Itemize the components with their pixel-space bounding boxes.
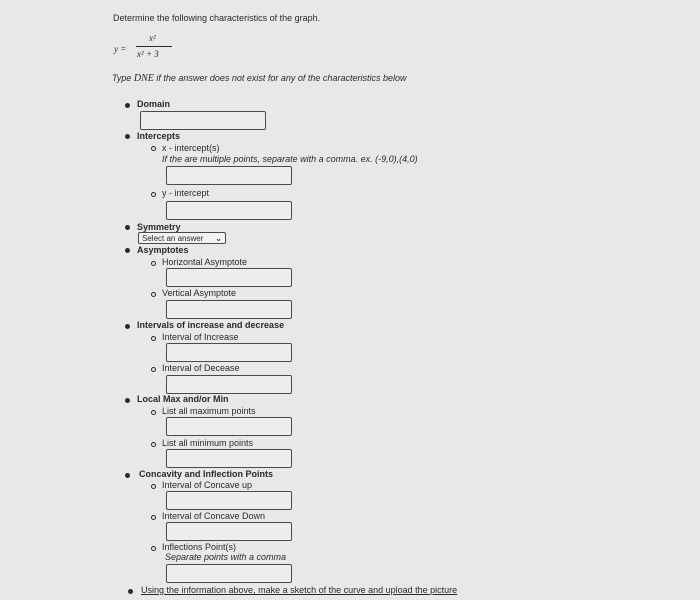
decrease-label: Interval of Decease xyxy=(162,363,240,373)
y-intercept-label: y - intercept xyxy=(162,188,210,198)
sub-bullet-icon xyxy=(151,292,156,297)
min-points-input[interactable] xyxy=(166,449,292,468)
equation-lhs: y = xyxy=(114,44,127,54)
concavity-label: Concavity and Inflection Points xyxy=(139,469,274,479)
sub-bullet-icon xyxy=(151,484,156,489)
bullet-icon xyxy=(125,225,130,230)
sub-bullet-icon xyxy=(151,192,156,197)
max-points-input[interactable] xyxy=(166,417,292,436)
min-points-label: List all minimum points xyxy=(162,438,254,448)
concave-up-input[interactable] xyxy=(166,491,292,510)
vertical-asymptote-input[interactable] xyxy=(166,300,292,319)
x-intercept-label: x - intercept(s) xyxy=(162,143,220,153)
intervals-label: Intervals of increase and decrease xyxy=(137,320,285,330)
inflection-hint: Separate points with a comma xyxy=(165,552,287,562)
sub-bullet-icon xyxy=(151,515,156,520)
symmetry-select[interactable] xyxy=(138,232,226,244)
asymptotes-label: Asymptotes xyxy=(137,245,189,255)
dne-keyword: DNE xyxy=(133,73,154,84)
fraction-bar xyxy=(136,46,172,47)
increase-label: Interval of Increase xyxy=(162,332,239,342)
inflection-label: Inflections Point(s) xyxy=(162,542,237,552)
sub-bullet-icon xyxy=(151,442,156,447)
bullet-icon xyxy=(125,134,130,139)
vertical-asymptote-label: Vertical Asymptote xyxy=(162,288,237,298)
bullet-icon xyxy=(125,103,130,108)
dne-note xyxy=(112,73,406,84)
max-points-label: List all maximum points xyxy=(162,406,256,416)
equation-denominator: x² + 3 xyxy=(137,49,159,59)
sub-bullet-icon xyxy=(151,261,156,266)
symmetry-label: Symmetry xyxy=(137,222,181,232)
chevron-down-icon: ⌄ xyxy=(215,233,222,243)
symmetry-select-value: Select an answer xyxy=(142,233,204,243)
concave-down-label: Interval of Concave Down xyxy=(162,511,266,521)
sub-bullet-icon xyxy=(151,146,156,151)
dne-prefix: Type xyxy=(112,73,134,83)
decrease-input[interactable] xyxy=(166,375,292,394)
sub-bullet-icon xyxy=(151,546,156,551)
sketch-instruction: Using the information above, make a sketch of the curve and upload the picture xyxy=(141,585,458,595)
increase-input[interactable] xyxy=(166,343,292,362)
x-intercept-hint: If the are multiple points, separate with a comma. ex. (-9,0),(4,0) xyxy=(162,154,418,164)
intercepts-label: Intercepts xyxy=(137,131,181,141)
horizontal-asymptote-input[interactable] xyxy=(166,268,292,287)
equation-numerator: x² xyxy=(149,33,156,43)
local-extrema-label: Local Max and/or Min xyxy=(137,394,229,404)
dne-suffix: if the answer does not exist for any of the characteristics below xyxy=(153,73,407,83)
sub-bullet-icon xyxy=(151,367,156,372)
inflection-input[interactable] xyxy=(166,564,292,583)
domain-label: Domain xyxy=(137,99,171,109)
x-intercept-input[interactable] xyxy=(166,166,292,185)
bullet-icon xyxy=(125,473,130,478)
y-intercept-input[interactable] xyxy=(166,201,292,220)
bullet-icon xyxy=(128,589,133,594)
concave-up-label: Interval of Concave up xyxy=(162,480,253,490)
sub-bullet-icon xyxy=(151,336,156,341)
bullet-icon xyxy=(125,398,130,403)
sub-bullet-icon xyxy=(151,410,156,415)
concave-down-input[interactable] xyxy=(166,522,292,541)
domain-input[interactable] xyxy=(140,111,266,130)
bullet-icon xyxy=(125,248,130,253)
horizontal-asymptote-label: Horizontal Asymptote xyxy=(162,257,248,267)
instruction-text: Determine the following characteristics of the graph. xyxy=(113,13,321,23)
bullet-icon xyxy=(125,324,130,329)
